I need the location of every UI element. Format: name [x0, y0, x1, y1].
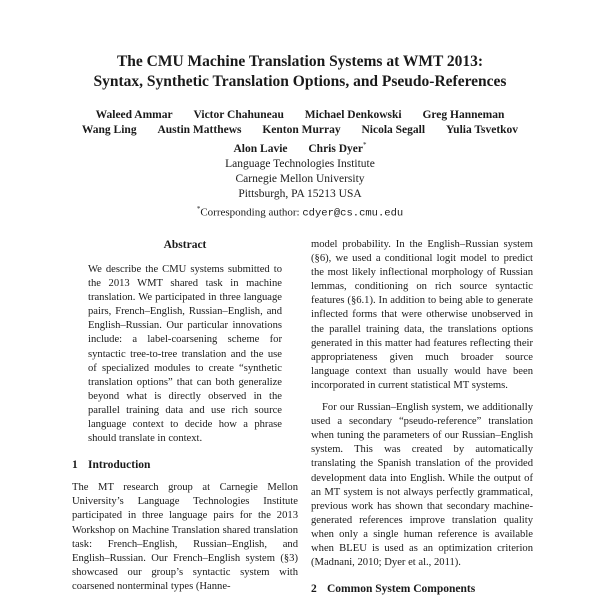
body-paragraph: model probability. In the English–Russian system (§6), we used a conditional logit model to predict the most likely inflectional morphology of Russian lemmas, conditioning on rich source syntactic features (§6.1). In addition to being able to generate inflected forms that were otherwise unobserved in the parallel training data, the translations options generated in this matter had features reflecting their appropriateness given much broader source language context than usually would have been incorporated in current statistical MT systems. — [311, 239, 533, 391]
author-name: Greg Hanneman — [422, 109, 505, 121]
section-title: Introduction — [88, 459, 151, 472]
right-column — [311, 238, 533, 605]
section-number: 2 — [311, 583, 317, 596]
author-name: Austin Matthews — [157, 124, 242, 136]
author-name: Chris Dyer — [308, 142, 363, 155]
corresponding-mark: * — [196, 204, 201, 213]
author-row-1 — [0, 108, 600, 123]
left-column — [72, 238, 298, 594]
author-name: Wang Ling — [81, 124, 137, 136]
corresponding-label: Corresponding author: — [200, 206, 300, 219]
affiliation-university: Carnegie Mellon University — [235, 172, 365, 185]
author-name: Michael Denkowski — [304, 109, 402, 121]
introduction-paragraph: The MT research group at Carnegie Mellon University’s Language Technologies Institute participated in three language pairs for the 2013 Workshop on Machine Translation shared translation task: French–English, Russian–English, and English–Russian. Our French–English system (§3) showcased our group’s syntactic system with coarsened nonterminal types (Hanne- — [72, 482, 298, 592]
author-name: Yulia Tsvetkov — [445, 124, 519, 136]
author-row-2 — [0, 123, 600, 138]
email-link[interactable]: cdyer@cs.cmu.edu — [302, 207, 404, 220]
section-number: 1 — [72, 459, 78, 472]
title-line-1: The CMU Machine Translation Systems at WMT 2013: — [116, 53, 484, 70]
affiliation-location: Pittsburgh, PA 15213 USA — [238, 187, 362, 200]
author-name: Alon Lavie — [233, 142, 288, 155]
author-row-3 — [0, 138, 600, 157]
corresponding-author — [308, 143, 366, 155]
author-block — [0, 108, 600, 221]
abstract-text: We describe the CMU systems submitted to the 2013 WMT shared task in machine translation. We participated in three language pairs, French–English, Russian–English, and English–Russian. Our particular innovations include: a label-coarsening scheme for syntactic tree-to-tree translation and the use of specialized modules to create “synthetic translation options” that can both generalize beyond what is directly observed in the parallel training data and use rich source language context to decide how a phrase should translate in context. — [88, 264, 282, 445]
abstract-heading: Abstract — [163, 239, 207, 251]
corresponding-mark: * — [363, 141, 367, 149]
body-paragraph: For our Russian–English system, we additionally used a secondary “pseudo-reference” translation when tuning the parameters of our Russian–English system. This was created by automatically translating the Spanish translation of the provided development data into English. While the output of an MT system is not always perfectly grammatical, previous work has shown that secondary machine-generated references improve translation quality when only a single human reference is available when BLEU is used as an optimization criterion (Madnani, 2010; Dyer et al., 2011). — [311, 402, 533, 569]
corresponding-author-line — [0, 202, 600, 222]
affiliation-institute: Language Technologies Institute — [225, 157, 375, 170]
author-name: Kenton Murray — [262, 124, 341, 136]
author-name: Victor Chahuneau — [193, 109, 284, 121]
title-line-2: Syntax, Synthetic Translation Options, and Pseudo-References — [93, 73, 507, 90]
section-title: Common System Components — [327, 583, 476, 596]
section-heading-common-components — [311, 582, 533, 596]
author-name: Waleed Ammar — [95, 109, 173, 121]
section-heading-introduction — [72, 458, 298, 472]
author-name: Nicola Segall — [361, 124, 426, 136]
paper-title — [0, 52, 600, 92]
